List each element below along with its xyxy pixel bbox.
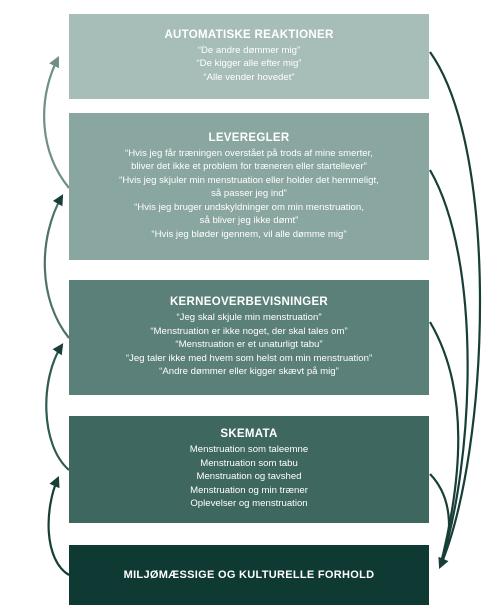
box-title: LEVEREGLER bbox=[208, 132, 290, 145]
box-line: “Andre dømmer eller kigger skævt på mig” bbox=[159, 366, 339, 378]
arrow-box3-to-box5 bbox=[430, 322, 458, 567]
box-line: Menstruation som taleemne bbox=[189, 444, 309, 456]
arrow-box3-to-box2 bbox=[45, 196, 69, 338]
environmental-cultural-box bbox=[69, 545, 429, 605]
box-line: “Hvis jeg skjuler min menstruation eller holder det hemmeligt, bbox=[119, 174, 379, 186]
arrow-box5-to-box4 bbox=[49, 478, 69, 575]
box-line: “Menstruation er ikke noget, der skal tales om” bbox=[150, 325, 348, 337]
box-title: KERNEOVERBEVISNINGER bbox=[169, 296, 329, 309]
box-line: “Jeg skal skjule min menstruation” bbox=[176, 312, 322, 324]
box-line: Menstruation og tavshed bbox=[196, 471, 302, 483]
arrow-box2-to-box1 bbox=[44, 58, 69, 188]
box-line: “Hvis jeg bløder igennem, vil alle dømme mig” bbox=[151, 228, 347, 240]
box-line: Menstruation som tabu bbox=[200, 457, 298, 469]
box-line: Menstruation og min træner bbox=[190, 484, 308, 496]
box-line: Oplevelser og menstruation bbox=[190, 498, 308, 510]
box-line: bliver det ikke et problem for træneren eller startellever” bbox=[131, 161, 367, 173]
box-title: SKEMATA bbox=[220, 428, 278, 441]
box-line: “Alle vender hovedet” bbox=[203, 71, 295, 83]
box-title: MILJØMÆSSIGE OG KULTURELLE FORHOLD bbox=[123, 569, 375, 581]
box-line: “De andre dømmer mig” bbox=[197, 44, 301, 56]
box-line: “Jeg taler ikke med hvem som helst om min menstruation” bbox=[125, 352, 373, 364]
box-line: “De kigger alle efter mig” bbox=[196, 58, 302, 70]
box-line: “Hvis jeg får træningen overstået på trods af mine smerter, bbox=[125, 148, 373, 160]
box-title: AUTOMATISKE REAKTIONER bbox=[164, 28, 334, 41]
arrow-box4-to-box5 bbox=[430, 474, 449, 567]
box-line: “Hvis jeg bruger undskyldninger om min menstruation, bbox=[134, 201, 364, 213]
core-beliefs-box bbox=[69, 280, 429, 395]
box-line: så bliver jeg ikke dømt” bbox=[199, 215, 299, 227]
life-rules-box bbox=[69, 113, 429, 260]
box-line: så passer jeg ind” bbox=[211, 188, 287, 200]
schemas-box bbox=[69, 416, 429, 523]
automatic-reactions-box bbox=[69, 14, 429, 99]
box-line: “Menstruation er et unaturligt tabu” bbox=[175, 339, 323, 351]
arrow-box4-to-box3 bbox=[46, 345, 69, 470]
